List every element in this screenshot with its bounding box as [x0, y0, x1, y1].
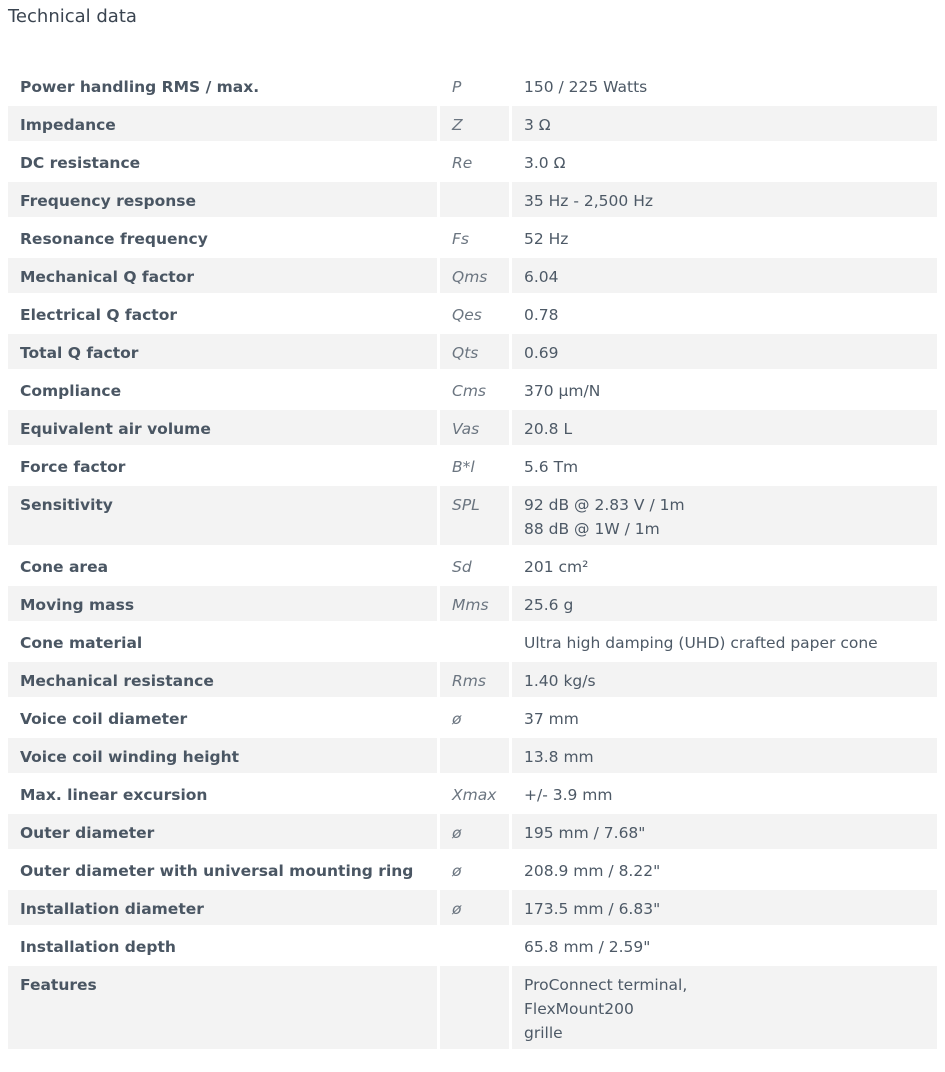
spec-symbol: ø: [437, 814, 512, 849]
spec-label: Resonance frequency: [20, 230, 208, 248]
spec-value: [512, 220, 937, 255]
spec-value: [512, 776, 937, 811]
table-row: [8, 776, 937, 811]
spec-value: [512, 182, 937, 217]
table-row: [8, 68, 937, 103]
spec-label: Compliance: [20, 382, 122, 400]
spec-symbol: [437, 624, 512, 659]
table-row: [8, 928, 937, 963]
spec-label: Frequency response: [8, 182, 437, 217]
spec-value-line: 88 dB @ 1W / 1m: [524, 520, 660, 538]
spec-label: Voice coil winding height: [8, 738, 437, 773]
table-row: [8, 662, 937, 697]
spec-symbol: Qes: [437, 296, 512, 331]
spec-symbol: Qts: [437, 334, 512, 369]
table-row: [8, 182, 937, 217]
spec-symbol: Rms: [437, 662, 512, 697]
spec-value-line: 370 µm/N: [524, 382, 601, 400]
spec-label: Features: [8, 966, 437, 1049]
spec-label: Voice coil diameter: [20, 710, 188, 728]
spec-value: [512, 738, 937, 773]
spec-value-line: 3 Ω: [524, 116, 551, 134]
spec-label: Force factor: [20, 458, 126, 476]
spec-value-line: 173.5 mm / 6.83": [524, 900, 661, 918]
spec-value: [512, 548, 937, 583]
spec-value-line: ProConnect terminal,: [524, 976, 688, 994]
spec-value: [512, 814, 937, 849]
spec-value: [512, 928, 937, 963]
spec-label: Outer diameter with universal mounting ring: [20, 862, 414, 880]
technical-data-table: [8, 65, 937, 1052]
spec-value: [512, 662, 937, 697]
spec-value: [512, 106, 937, 141]
spec-value: [512, 586, 937, 621]
spec-value: [512, 966, 937, 1049]
spec-value-line: 1.40 kg/s: [524, 672, 596, 690]
spec-value: [512, 144, 937, 179]
table-row: [8, 738, 937, 773]
spec-label: Total Q factor: [8, 334, 437, 369]
table-row: [8, 890, 937, 925]
spec-value: [512, 296, 937, 331]
spec-value-line: 37 mm: [524, 710, 579, 728]
table-row: [8, 486, 937, 545]
table-row: [8, 410, 937, 445]
table-row: [8, 296, 937, 331]
spec-symbol: Z: [437, 106, 512, 141]
spec-value: [512, 334, 937, 369]
spec-value: [512, 258, 937, 293]
spec-label: Installation diameter: [8, 890, 437, 925]
spec-symbol: Vas: [437, 410, 512, 445]
spec-symbol: SPL: [437, 486, 512, 545]
spec-value-line: FlexMount200: [524, 1000, 634, 1018]
table-row: [8, 144, 937, 179]
spec-value: [512, 372, 937, 407]
spec-symbol: Mms: [437, 586, 512, 621]
table-row: [8, 966, 937, 1049]
spec-value-line: 150 / 225 Watts: [524, 78, 648, 96]
spec-label: Electrical Q factor: [20, 306, 177, 324]
spec-symbol: ø: [437, 890, 512, 925]
table-row: [8, 624, 937, 659]
table-row: [8, 700, 937, 735]
spec-value-line: 201 cm²: [524, 558, 589, 576]
technical-data-body: [8, 68, 937, 1049]
spec-label: Equivalent air volume: [8, 410, 437, 445]
table-row: [8, 852, 937, 887]
spec-value-line: 6.04: [524, 268, 559, 286]
spec-symbol: Re: [437, 144, 512, 179]
table-row: [8, 334, 937, 369]
spec-value: [512, 410, 937, 445]
spec-label: Moving mass: [8, 586, 437, 621]
spec-value-line: 195 mm / 7.68": [524, 824, 646, 842]
spec-value-line: 52 Hz: [524, 230, 569, 248]
spec-value-line: 13.8 mm: [524, 748, 594, 766]
spec-symbol: B*l: [437, 448, 512, 483]
spec-label: Mechanical resistance: [8, 662, 437, 697]
spec-value-line: 25.6 g: [524, 596, 574, 614]
table-row: [8, 106, 937, 141]
table-row: [8, 586, 937, 621]
spec-label: Sensitivity: [8, 486, 437, 545]
spec-value-line: Ultra high damping (UHD) crafted paper cone: [524, 634, 878, 652]
table-row: [8, 548, 937, 583]
spec-symbol: [437, 182, 512, 217]
spec-value: [512, 68, 937, 103]
spec-symbol: Cms: [437, 372, 512, 407]
table-row: [8, 372, 937, 407]
spec-value-line: +/- 3.9 mm: [524, 786, 613, 804]
table-row: [8, 814, 937, 849]
table-row: [8, 220, 937, 255]
spec-value-line: 5.6 Tm: [524, 458, 579, 476]
page-title: Technical data: [8, 6, 137, 27]
table-row: [8, 448, 937, 483]
spec-value: [512, 486, 937, 545]
spec-label: DC resistance: [20, 154, 141, 172]
spec-symbol: [437, 966, 512, 1049]
spec-value: [512, 624, 937, 659]
spec-symbol: ø: [437, 700, 512, 735]
spec-symbol: Fs: [437, 220, 512, 255]
spec-value: [512, 852, 937, 887]
spec-symbol: [437, 928, 512, 963]
spec-value-line: 208.9 mm / 8.22": [524, 862, 661, 880]
spec-label: Max. linear excursion: [20, 786, 208, 804]
spec-value-line: grille: [524, 1024, 563, 1042]
spec-symbol: Qms: [437, 258, 512, 293]
spec-value: [512, 890, 937, 925]
spec-label: Outer diameter: [8, 814, 437, 849]
spec-value-line: 20.8 L: [524, 420, 573, 438]
spec-value-line: 0.69: [524, 344, 559, 362]
spec-value-line: 92 dB @ 2.83 V / 1m: [524, 496, 685, 514]
spec-value-line: 35 Hz - 2,500 Hz: [524, 192, 653, 210]
spec-value-line: 3.0 Ω: [524, 154, 566, 172]
spec-label: Mechanical Q factor: [8, 258, 437, 293]
spec-symbol: ø: [437, 852, 512, 887]
spec-value-line: 0.78: [524, 306, 559, 324]
spec-symbol: P: [437, 68, 512, 103]
spec-label: Power handling RMS / max.: [20, 78, 260, 96]
spec-value: [512, 700, 937, 735]
spec-label: Installation depth: [20, 938, 176, 956]
spec-label: Impedance: [8, 106, 437, 141]
spec-symbol: [437, 738, 512, 773]
table-row: [8, 258, 937, 293]
spec-symbol: Xmax: [437, 776, 512, 811]
spec-value: [512, 448, 937, 483]
spec-symbol: Sd: [437, 548, 512, 583]
spec-label: Cone area: [20, 558, 109, 576]
spec-value-line: 65.8 mm / 2.59": [524, 938, 651, 956]
spec-label: Cone material: [20, 634, 143, 652]
